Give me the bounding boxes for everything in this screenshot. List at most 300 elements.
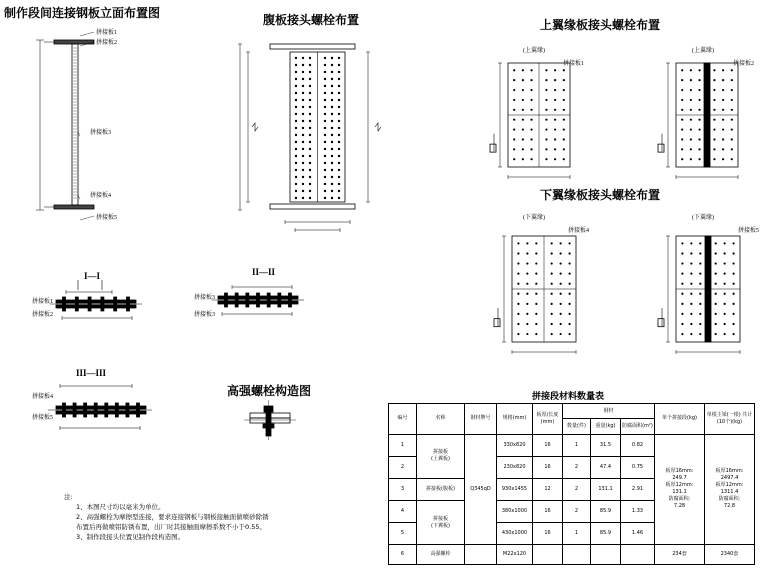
th-area: 防腐面积(m²) [621, 419, 655, 434]
bolt-detail-title: 高强螺栓构造图 [227, 384, 312, 398]
web-bolt-hole [295, 71, 297, 73]
flange-bolt-hole [513, 158, 515, 160]
cell-no: 2 [389, 456, 417, 478]
flange-bolt-hole [715, 273, 717, 275]
web-bolt-hole [331, 148, 333, 150]
web-bolt-hole [295, 176, 297, 178]
sec1-plate-top [56, 300, 136, 303]
cell-spec: 230x820 [497, 456, 533, 478]
flange-bolt-hole [526, 242, 528, 244]
flange-bolt-hole [690, 109, 692, 111]
flange-bolt-hole [681, 158, 683, 160]
cell-spec: M22x120 [497, 545, 533, 565]
flange-bolt-hole [535, 303, 537, 305]
flange-bolt-hole [722, 148, 724, 150]
flange-bolt-hole [690, 293, 692, 295]
web-bolt-hole [302, 85, 304, 87]
web-bolt-hole [295, 197, 297, 199]
flange-bolt-hole [513, 99, 515, 101]
web-bolt-hole [302, 92, 304, 94]
flange-bolt-hole [545, 69, 547, 71]
flange-bolt-hole [681, 293, 683, 295]
flange-bolt-hole [560, 242, 562, 244]
section-1-label: I—I [84, 271, 101, 281]
flange-bolt-hole [560, 273, 562, 275]
web-bolt-hole [331, 71, 333, 73]
flange-bolt-hole [545, 89, 547, 91]
subcaption-top-left: (上翼缘) [523, 48, 545, 54]
flange-bolt-hole [731, 89, 733, 91]
flange-bolt-hole [698, 79, 700, 81]
flange-bolt-hole [526, 323, 528, 325]
flange-bolt-hole [530, 158, 532, 160]
flange-bolt-hole [690, 333, 692, 335]
web-bolt-hole [309, 57, 311, 59]
flange-bolt-hole [699, 262, 701, 264]
flange-bolt-hole [526, 273, 528, 275]
flange-bolt-hole [535, 252, 537, 254]
web-bolt-hole [331, 141, 333, 143]
web-bolt-hole [324, 134, 326, 136]
label-splice1-sec1: 拼接板1 [32, 299, 54, 305]
web-bolt-hole [324, 106, 326, 108]
flange-bolt-hole [526, 333, 528, 335]
web-bolt-hole [302, 162, 304, 164]
flange-bolt-hole [526, 313, 528, 315]
web-bolt-hole [302, 134, 304, 136]
material-table-title: 拼接段材料数量表 [532, 392, 605, 402]
notes-block [64, 492, 269, 542]
flange-bolt-hole [517, 262, 519, 264]
cell-area: 0.75 [621, 456, 655, 478]
th-name: 名称 [417, 404, 465, 435]
flange-bolt-hole [517, 333, 519, 335]
flange-bolt-hole [722, 89, 724, 91]
flange-bolt-hole [554, 69, 556, 71]
flange-bolt-hole [563, 89, 565, 91]
flange-bolt-hole [699, 313, 701, 315]
web-bolt-hole [302, 106, 304, 108]
label-splice1-top: 拼接板1 [563, 61, 585, 67]
cell-name-bolt: 高强螺栓 [417, 545, 465, 565]
cell-name-web: 拼接板(腹板) [417, 478, 465, 500]
flange-bolt-hole [535, 293, 537, 295]
cell-count: 2 [563, 478, 591, 500]
label-splice3-sec2: 拼接板3 [194, 295, 216, 301]
break-mark [252, 123, 258, 131]
web-bolt-hole [295, 148, 297, 150]
flange-bolt-hole [569, 262, 571, 264]
cell-name-top: 拼接板 (上翼板) [417, 434, 465, 478]
web-bolt-hole [324, 127, 326, 129]
note-line-3: 布置后再做喷铝防锈布置，出厂时其接触面摩擦系数不小于0.55。 [76, 523, 266, 531]
flange-bolt-hole [526, 303, 528, 305]
flange-bolt-hole [522, 138, 524, 140]
flange-bolt-hole [530, 119, 532, 121]
th-no: 编号 [389, 404, 417, 435]
web-bolt-hole [331, 162, 333, 164]
flange-bolt-hole [681, 303, 683, 305]
web-bolt-hole [302, 113, 304, 115]
web-bolt-hole [331, 190, 333, 192]
cell-thick: 16 [533, 456, 563, 478]
flange-bolt-hole [690, 158, 692, 160]
flange-bolt-hole [722, 69, 724, 71]
web-bolt-hole [295, 162, 297, 164]
cell-bolt-total: 2340套 [705, 545, 755, 565]
flange-bolt-hole [690, 128, 692, 130]
flange-bolt-hole [698, 109, 700, 111]
flange-bolt-hole [731, 79, 733, 81]
web-bolt-hole [338, 148, 340, 150]
flange-bolt-hole [560, 303, 562, 305]
flange-bolt-hole [563, 79, 565, 81]
web-bolt-hole [295, 141, 297, 143]
flange-bolt-hole [681, 323, 683, 325]
flange-bolt-hole [690, 99, 692, 101]
web-bolt-hole [338, 99, 340, 101]
cell-material: Q345qD [465, 434, 497, 544]
cell-bolt-per: 234套 [655, 545, 705, 565]
th-total: 单根主梁(一根) 共计(10个)(kg) [705, 404, 755, 435]
web-bolt-hole [302, 71, 304, 73]
web-bolt-hole [309, 106, 311, 108]
flange-bolt-hole [690, 79, 692, 81]
cell-spec: 330x820 [497, 434, 533, 456]
flange-bolt-hole [681, 242, 683, 244]
flange-bolt-hole [560, 283, 562, 285]
flange-bolt-hole [545, 119, 547, 121]
cell-spec: 380x1000 [497, 501, 533, 523]
flange-bolt-hole [560, 323, 562, 325]
web-bolt-hole [302, 120, 304, 122]
flange-bolt-hole [554, 158, 556, 160]
flange-bolt-hole [690, 242, 692, 244]
flange-bolt-hole [713, 109, 715, 111]
bottom-flange-title: 下翼缘板接头螺栓布置 [540, 188, 661, 202]
web-bolt-hole [338, 127, 340, 129]
flange-bolt-hole [554, 99, 556, 101]
label-splice5-main: 拼接板5 [96, 215, 118, 221]
web-bolt-hole [302, 155, 304, 157]
flange-bolt-hole [563, 119, 565, 121]
flange-bolt-hole [722, 79, 724, 81]
flange-bolt-hole [551, 293, 553, 295]
flange-bolt-hole [722, 109, 724, 111]
notes-heading: 注: [64, 493, 73, 501]
flange-bolt-hole [560, 313, 562, 315]
flange-bolt-hole [513, 89, 515, 91]
flange-bolt-hole [698, 89, 700, 91]
flange-bolt-hole [699, 333, 701, 335]
web-bolt-hole [338, 78, 340, 80]
web-bolt-hole [324, 78, 326, 80]
flange-bolt-hole [526, 293, 528, 295]
bottom-flange-drawings [494, 236, 740, 354]
flange-bolt-hole [545, 79, 547, 81]
cell-weight: 31.5 [591, 434, 621, 456]
flange-bolt-hole [517, 242, 519, 244]
flange-bolt-hole [563, 148, 565, 150]
cell-thick: 16 [533, 501, 563, 523]
cell-per-piece: 板厚16mm: 249.7 板厚12mm: 131.1 防腐面积: 7.28 [655, 434, 705, 544]
flange-bolt-hole [733, 303, 735, 305]
cell-no: 3 [389, 478, 417, 500]
cell-no: 4 [389, 501, 417, 523]
th-weight: 重量(kg) [591, 419, 621, 434]
web-bolt-hole [331, 106, 333, 108]
cell-empty [465, 545, 497, 565]
web-bolt-hole [331, 78, 333, 80]
flange-bolt-hole [715, 293, 717, 295]
flange-bolt-hole [699, 283, 701, 285]
flange-bolt-hole [715, 242, 717, 244]
subcaption-bot-right: (下翼缘) [692, 215, 714, 221]
flange-bolt-hole [690, 138, 692, 140]
flange-bolt-hole [681, 89, 683, 91]
flange-bolt-hole [522, 148, 524, 150]
label-splice5-bot: 拼接板5 [738, 228, 760, 234]
note-line-2: 2、高强螺栓为摩擦型连接，要求连接钢板与钢板接触面做喷砂除锈 [76, 513, 269, 521]
web-bolt-hole [338, 169, 340, 171]
flange-bolt-hole [551, 242, 553, 244]
flange-bolt-hole [560, 293, 562, 295]
flange-bolt-hole [526, 262, 528, 264]
web-bolt-hole [331, 64, 333, 66]
web-bolt-hole [324, 113, 326, 115]
web-bolt-hole [309, 197, 311, 199]
cell-no: 5 [389, 523, 417, 545]
center-strip [705, 236, 711, 342]
web-bolt-hole [295, 64, 297, 66]
flange-bolt-hole [569, 283, 571, 285]
stiffener-block [490, 144, 496, 152]
web-splice-drawing [238, 44, 381, 232]
cell-empty [621, 545, 655, 565]
label-splice1-main: 拼接板1 [96, 30, 118, 36]
cell-weight: 47.4 [591, 456, 621, 478]
flange-bolt-hole [560, 252, 562, 254]
material-quantity-table [388, 403, 755, 565]
flange-bolt-hole [551, 283, 553, 285]
flange-bolt-hole [569, 242, 571, 244]
web-bolt-hole [324, 169, 326, 171]
flange-bolt-hole [690, 303, 692, 305]
flange-bolt-hole [731, 128, 733, 130]
web-bolt-hole [295, 85, 297, 87]
label-splice3b-sec2: 拼接板3 [194, 312, 216, 318]
flange-bolt-hole [535, 262, 537, 264]
th-length: 板厚/长度(mm) [533, 404, 563, 435]
label-splice2-sec1: 拼接板2 [32, 312, 54, 318]
web-bolt-hole [302, 148, 304, 150]
flange-bolt-hole [681, 119, 683, 121]
web-bolt-hole [302, 176, 304, 178]
cell-thick: 16 [533, 523, 563, 545]
flange-bolt-hole [681, 99, 683, 101]
web-bolt-hole [331, 169, 333, 171]
flange-bolt-hole [690, 273, 692, 275]
web-bolt-hole [295, 183, 297, 185]
flange-bolt-hole [715, 283, 717, 285]
flange-bolt-hole [698, 148, 700, 150]
table-row [389, 545, 755, 565]
web-bolt-hole [338, 113, 340, 115]
stiffener-block [658, 319, 664, 327]
flange-bolt-hole [713, 79, 715, 81]
flange-bolt-hole [563, 109, 565, 111]
web-bolt-hole [309, 155, 311, 157]
flange-bolt-hole [715, 323, 717, 325]
top-flange-drawings [490, 63, 738, 179]
cell-count: 2 [563, 456, 591, 478]
flange-bolt-hole [522, 69, 524, 71]
web-bolt-title: 腹板接头螺栓布置 [263, 13, 360, 27]
web-bolt-hole [302, 190, 304, 192]
flange-bolt-hole [713, 119, 715, 121]
flange-bolt-hole [545, 138, 547, 140]
web-top-flange [270, 44, 355, 49]
flange-bolt-hole [722, 119, 724, 121]
flange-bolt-hole [715, 313, 717, 315]
flange-bolt-hole [690, 252, 692, 254]
flange-bolt-hole [713, 158, 715, 160]
flange-bolt-hole [724, 293, 726, 295]
flange-bolt-hole [724, 303, 726, 305]
flange-bolt-hole [681, 333, 683, 335]
flange-bolt-hole [554, 119, 556, 121]
flange-bolt-hole [731, 109, 733, 111]
web-bolt-hole [324, 92, 326, 94]
cell-total: 板厚16mm: 2497.4 板厚12mm: 1311.4 防腐面积: 72.8 [705, 434, 755, 544]
web-bolt-hole [338, 64, 340, 66]
web-bolt-hole [309, 113, 311, 115]
web-bolt-hole [302, 64, 304, 66]
web-bolt-hole [295, 113, 297, 115]
flange-bolt-hole [681, 273, 683, 275]
flange-bolt-hole [554, 109, 556, 111]
flange-bolt-hole [517, 283, 519, 285]
flange-bolt-hole [733, 293, 735, 295]
web-bolt-hole [331, 92, 333, 94]
web-bolt-hole [309, 176, 311, 178]
flange-bolt-hole [569, 252, 571, 254]
web-bolt-hole [309, 183, 311, 185]
flange-bolt-hole [569, 273, 571, 275]
flange-bolt-hole [724, 283, 726, 285]
flange-bolt-hole [517, 303, 519, 305]
flange-bolt-hole [690, 313, 692, 315]
leader-line [80, 216, 94, 220]
label-splice3-main: 拼接板3 [90, 130, 112, 136]
flange-bolt-hole [690, 283, 692, 285]
flange-bolt-hole [722, 158, 724, 160]
web-bolt-hole [324, 64, 326, 66]
web-bolt-hole [331, 183, 333, 185]
flange-bolt-hole [722, 128, 724, 130]
web-bolt-hole [302, 57, 304, 59]
web-bolt-hole [324, 141, 326, 143]
th-steel: 钢材 [563, 404, 655, 419]
flange-bolt-hole [722, 138, 724, 140]
cell-weight: 85.9 [591, 501, 621, 523]
flange-bolt-hole [699, 323, 701, 325]
label-splice4-sec3: 拼接板4 [32, 394, 54, 400]
flange-bolt-hole [513, 128, 515, 130]
web-bolt-hole [295, 155, 297, 157]
web-bolt-hole [324, 183, 326, 185]
flange-bolt-hole [698, 99, 700, 101]
web-bolt-hole [331, 120, 333, 122]
cell-no: 1 [389, 434, 417, 456]
label-splice4-main: 拼接板4 [90, 193, 112, 199]
web-bolt-hole [338, 134, 340, 136]
th-per-piece: 单个拼接段(kg) [655, 404, 705, 435]
web-bolt-hole [338, 162, 340, 164]
web-bolt-hole [295, 99, 297, 101]
web-bolt-hole [309, 162, 311, 164]
cell-area: 1.46 [621, 523, 655, 545]
flange-bolt-hole [733, 313, 735, 315]
web-bolt-hole [309, 78, 311, 80]
cell-count: 1 [563, 434, 591, 456]
flange-bolt-hole [551, 273, 553, 275]
web-bolt-hole [338, 155, 340, 157]
flange-bolt-hole [699, 303, 701, 305]
flange-bolt-hole [569, 303, 571, 305]
flange-bolt-hole [724, 242, 726, 244]
flange-bolt-hole [690, 89, 692, 91]
label-splice2-top: 拼接板2 [733, 61, 755, 67]
flange-bolt-hole [530, 128, 532, 130]
web-bolt-hole [338, 57, 340, 59]
flange-bolt-hole [535, 242, 537, 244]
web-bolt-hole [309, 64, 311, 66]
flange-bolt-hole [715, 333, 717, 335]
cell-thick: 16 [533, 434, 563, 456]
flange-bolt-hole [522, 158, 524, 160]
flange-bolt-hole [733, 262, 735, 264]
flange-bolt-hole [569, 313, 571, 315]
web-bolt-hole [302, 183, 304, 185]
th-count: 数量(件) [563, 419, 591, 434]
web-bolt-hole [309, 85, 311, 87]
web-bolt-hole [295, 134, 297, 136]
web-bolt-hole [309, 169, 311, 171]
web-bolt-hole [309, 127, 311, 129]
flange-bolt-hole [681, 109, 683, 111]
web-bolt-hole [331, 134, 333, 136]
flange-bolt-hole [713, 69, 715, 71]
flange-bolt-hole [535, 273, 537, 275]
flange-bolt-hole [715, 252, 717, 254]
web-bolt-hole [331, 197, 333, 199]
web-bolt-hole [302, 169, 304, 171]
web-bolt-hole [331, 113, 333, 115]
flange-bolt-hole [526, 252, 528, 254]
flange-bolt-hole [554, 128, 556, 130]
flange-bolt-hole [513, 119, 515, 121]
web-bolt-hole [338, 141, 340, 143]
web-bolt-hole [331, 176, 333, 178]
web-bolt-hole [302, 141, 304, 143]
flange-bolt-hole [530, 89, 532, 91]
flange-bolt-hole [731, 158, 733, 160]
top-flange-plate [54, 40, 94, 44]
flange-bolt-hole [530, 69, 532, 71]
web-bolt-hole [309, 120, 311, 122]
flange-bolt-hole [560, 262, 562, 264]
